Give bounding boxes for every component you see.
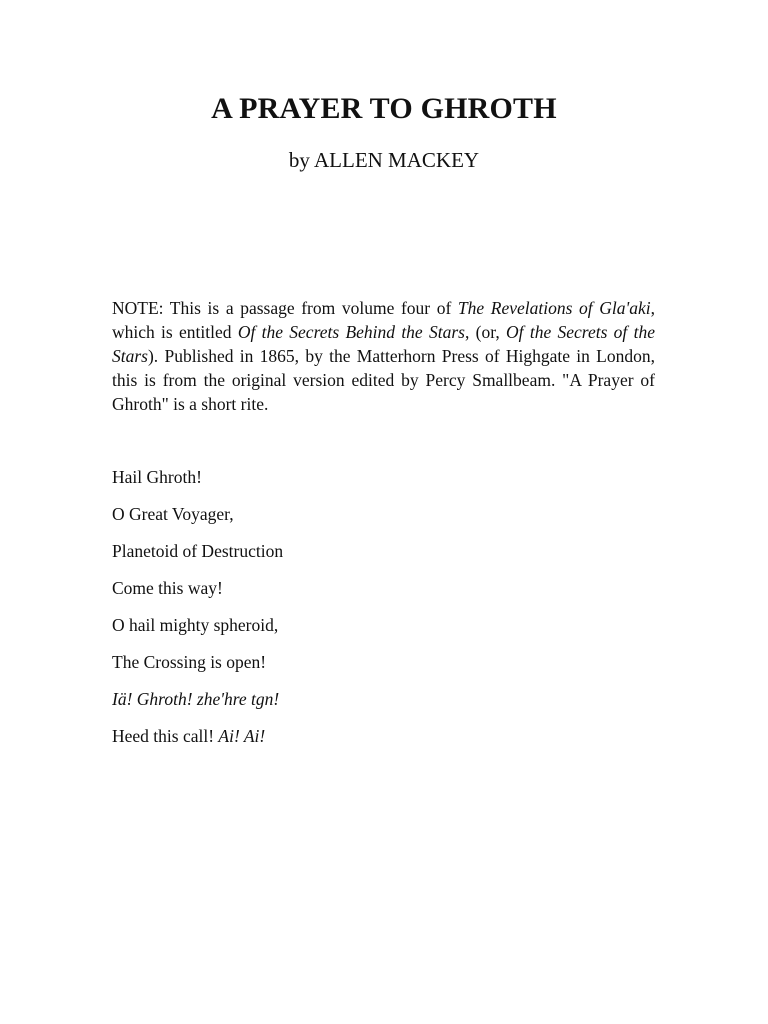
verse-line: O hail mighty spheroid, (112, 615, 279, 635)
alternate-title: Of the Secrets of the Stars (112, 322, 655, 366)
verse-line-text: Heed this call! (112, 726, 219, 746)
verse-line: The Crossing is open! (112, 652, 267, 672)
document-title: A PRAYER TO GHROTH (211, 92, 557, 125)
volume-title: Of the Secrets Behind the Stars (237, 322, 465, 342)
verse-line: Come this way! (112, 578, 223, 598)
note-suffix: ). Published in 1865, by the Matterhorn Press of Highgate in London, this is from the original version edited by Percy Smallbeam. "A Prayer of Ghroth" is a short rite. (112, 346, 655, 414)
author-byline: by ALLEN MACKEY (288, 148, 480, 172)
note-connector: , which is entitled (112, 298, 656, 342)
verse-line: O Great Voyager, (112, 504, 234, 524)
prayer-verse (112, 465, 655, 761)
verse-line: Hail Ghroth! (112, 467, 202, 487)
verse-line-chant: Ai! Ai! (218, 726, 266, 746)
verse-line-chant: Iä! Ghroth! zhe'hre tgn! (112, 689, 280, 709)
book-title: The Revelations of Gla'aki (457, 298, 651, 318)
verse-line: Planetoid of Destruction (112, 541, 284, 561)
editorial-note (112, 296, 655, 416)
verse-line (112, 724, 655, 748)
note-or: , (or, (464, 322, 507, 342)
note-prefix: NOTE: This is a passage from volume four of (112, 298, 458, 318)
